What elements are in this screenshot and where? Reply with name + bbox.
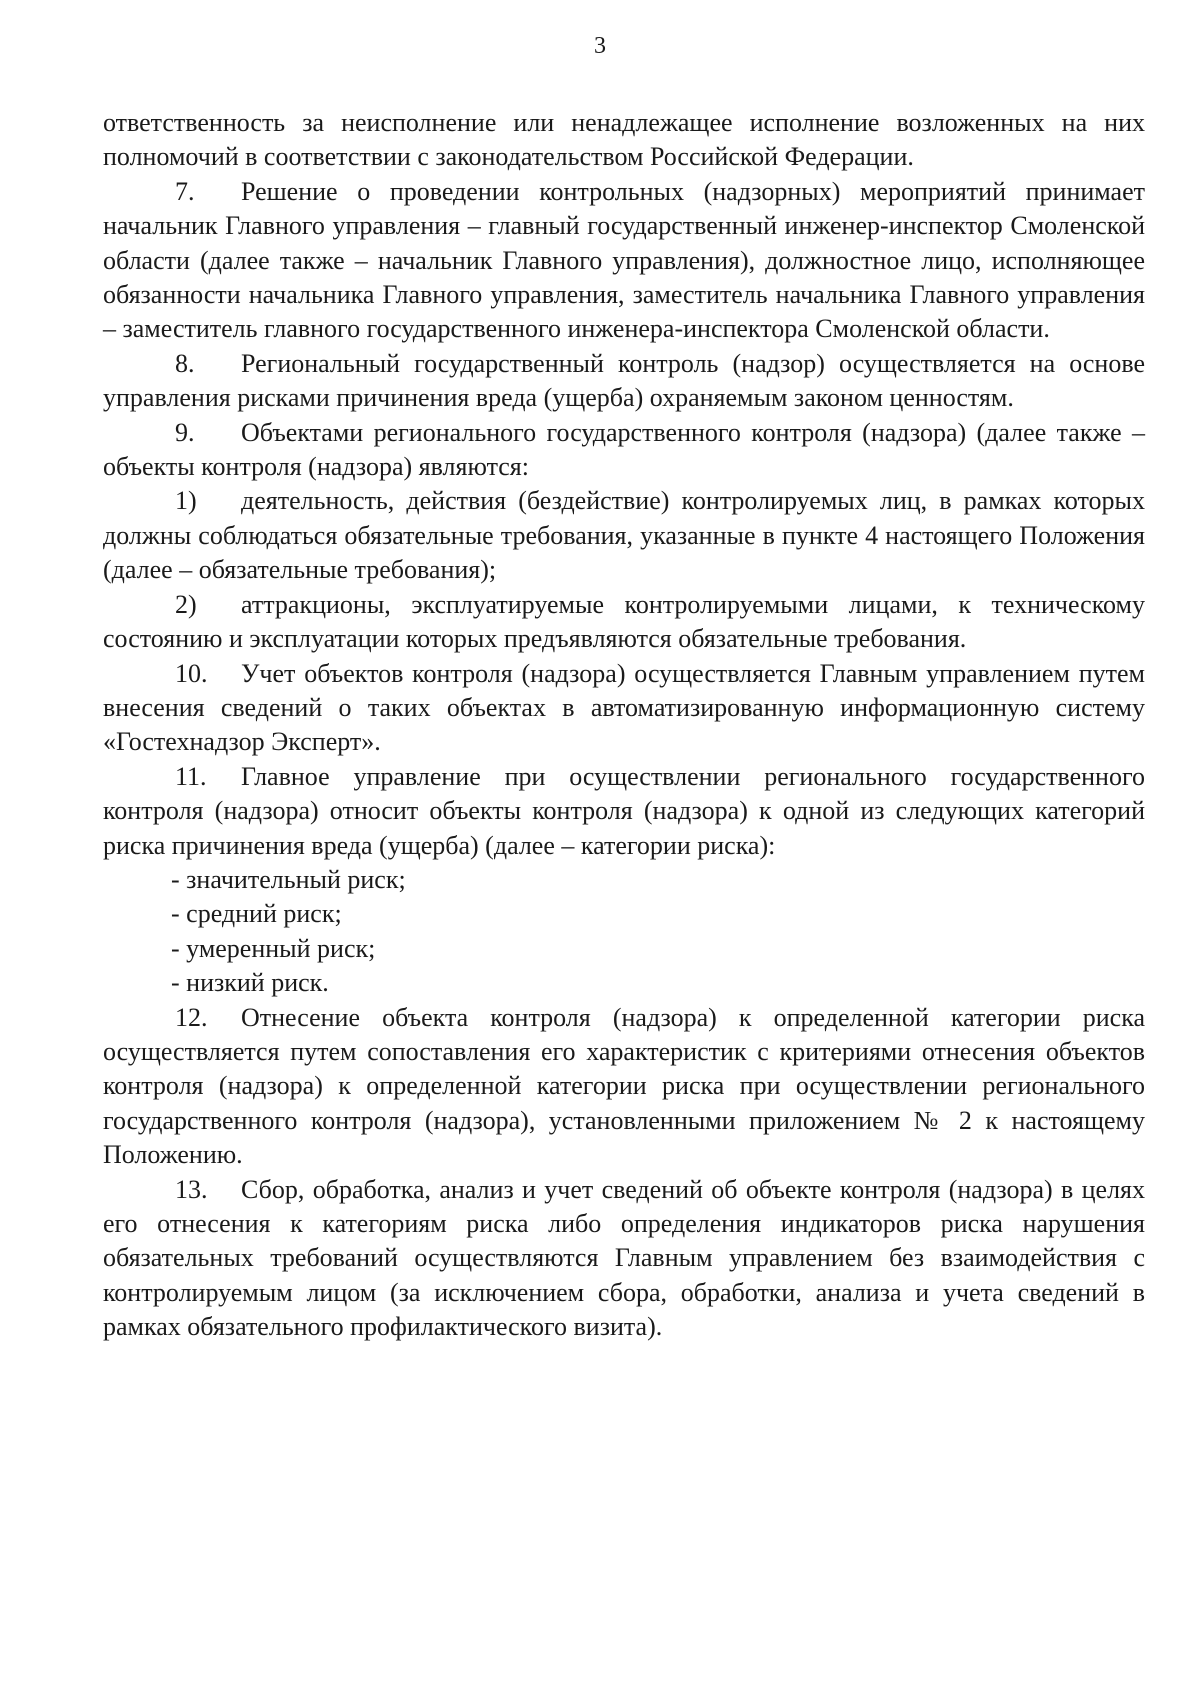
subitem-2	[103, 588, 1145, 657]
paragraph-13	[103, 1173, 1145, 1345]
subitem-1	[103, 484, 1145, 587]
paragraph-text: Главное управление при осуществлении регионального государственного контроля (надзора) относит объекты контроля (надзора) к одной из следующих категорий риска причинения вреда (ущерба) (далее – категории риска):	[103, 761, 1145, 860]
paragraph-number: 7.	[175, 176, 195, 206]
paragraph-text: Решение о проведении контрольных (надзорных) мероприятий принимает начальник Главного управления – главный государственный инженер-инспектор Смоленской области (далее также – начальник Главного управления), должностное лицо, исполняющее обязанности начальника Главного управления, заместитель начальника Главного управления – заместитель главного государственного инженера-инспектора Смоленской области.	[103, 176, 1145, 344]
paragraph-text: Региональный государственный контроль (надзор) осуществляется на основе управления рисками причинения вреда (ущерба) охраняемым законом ценностям.	[103, 348, 1145, 413]
document-body	[103, 106, 1145, 1345]
paragraph-text: Объектами регионального государственного контроля (надзора) (далее также – объекты контроля (надзора) являются:	[103, 417, 1145, 482]
paragraph-number: 8.	[175, 348, 195, 378]
paragraph-number: 13.	[175, 1174, 208, 1204]
risk-category-item: - низкий риск.	[171, 968, 329, 998]
paragraph-number: 10.	[175, 658, 208, 688]
risk-category-item: - значительный риск;	[171, 864, 406, 894]
paragraph-10	[103, 657, 1145, 760]
paragraph-12	[103, 1001, 1145, 1173]
paragraph-text: Отнесение объекта контроля (надзора) к определенной категории риска осуществляется путем сопоставления его характеристик с критериями отнесения объектов контроля (надзора) к определенной категории риска при осуществлении регионального государственного контроля (надзора), установленными приложением № 2 к настоящему Положению.	[103, 1002, 1145, 1170]
paragraph-8	[103, 347, 1145, 416]
subitem-number: 2)	[175, 589, 197, 619]
paragraph-9	[103, 416, 1145, 485]
paragraph-text: Учет объектов контроля (надзора) осуществляется Главным управлением путем внесения сведений о таких объектах в автоматизированную информационную систему «Гостехнадзор Эксперт».	[103, 658, 1145, 757]
paragraph-7	[103, 175, 1145, 347]
paragraph-number: 9.	[175, 417, 195, 447]
subitem-number: 1)	[175, 486, 197, 516]
paragraph-number: 11.	[175, 761, 207, 791]
paragraph-continuation: ответственность за неисполнение или ненадлежащее исполнение возложенных на них полномочий в соответствии с законодательством Российской Федерации.	[103, 108, 1145, 172]
risk-category-item: - умеренный риск;	[171, 933, 376, 963]
subitem-text: деятельность, действия (бездействие) контролируемых лиц, в рамках которых должны соблюдаться обязательные требования, указанные в пункте 4 настоящего Положения (далее – обязательные требования);	[103, 486, 1145, 585]
page-number: 3	[594, 33, 606, 59]
paragraph-number: 12.	[175, 1002, 208, 1032]
risk-category-item: - средний риск;	[171, 899, 342, 929]
paragraph-11	[103, 760, 1145, 863]
paragraph-text: Сбор, обработка, анализ и учет сведений об объекте контроля (надзора) в целях его отнесения к категориям риска либо определения индикаторов риска нарушения обязательных требований осуществляются Главным управлением без взаимодействия с контролируемым лицом (за исключением сбора, обработки, анализа и учета сведений в рамках обязательного профилактического визита).	[103, 1174, 1145, 1342]
subitem-text: аттракционы, эксплуатируемые контролируемыми лицами, к техническому состоянию и эксплуатации которых предъявляются обязательные требования.	[103, 589, 1145, 654]
